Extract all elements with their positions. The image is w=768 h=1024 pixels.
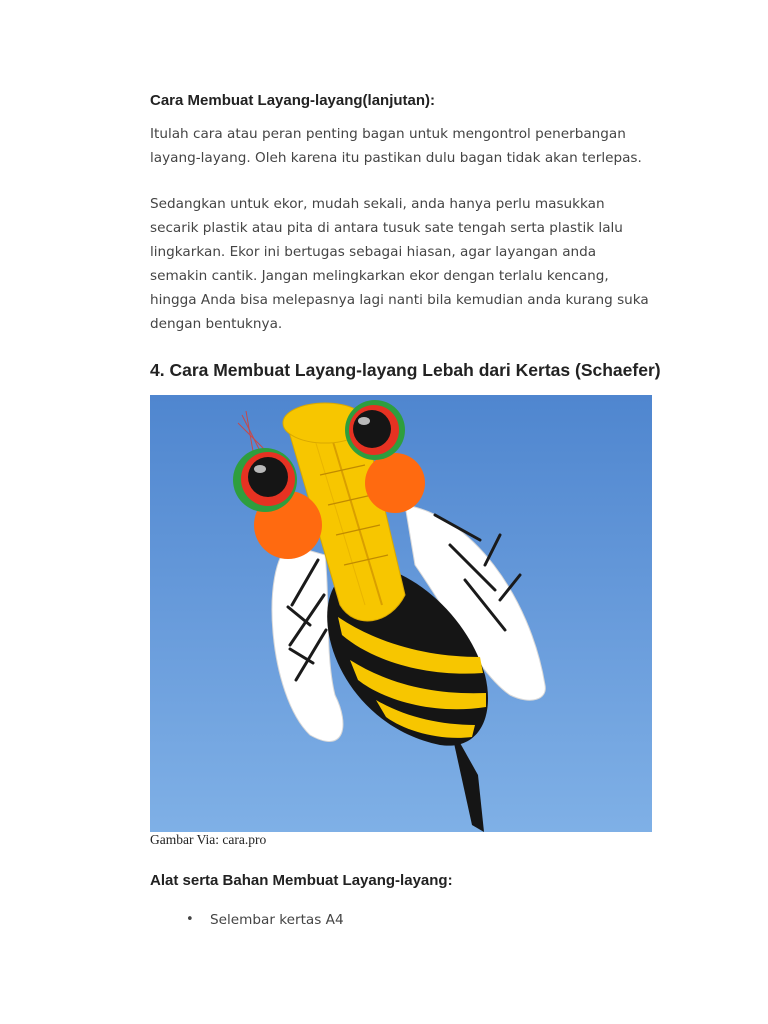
image-caption: Gambar Via: cara.pro	[150, 832, 267, 847]
list-item	[150, 912, 344, 928]
bullet-icon: •	[186, 912, 194, 927]
text-line: Itulah cara atau peran penting bagan untuk mengontrol penerbangan	[150, 126, 626, 142]
section-title: Cara Membuat Layang-layang(lanjutan):	[150, 92, 436, 109]
paragraph-intro	[150, 122, 650, 170]
materials-list	[150, 912, 344, 928]
text-line: layang-layang. Oleh karena itu pastikan dulu bagan tidak akan terlepas.	[150, 150, 642, 166]
paragraph-tail	[150, 192, 650, 336]
section-heading: 4. Cara Membuat Layang-layang Lebah dari Kertas (Schaefer)	[150, 360, 661, 380]
text-line: secarik plastik atau pita di antara tusuk sate tengah serta plastik lalu	[150, 220, 623, 236]
text-line: Sedangkan untuk ekor, mudah sekali, anda hanya perlu masukkan	[150, 196, 605, 212]
bee-kite-photo	[150, 395, 652, 832]
text-line: semakin cantik. Jangan melingkarkan ekor dengan terlalu kencang,	[150, 268, 609, 284]
text-line: dengan bentuknya.	[150, 316, 283, 332]
text-line: lingkarkan. Ekor ini bertugas sebagai hiasan, agar layangan anda	[150, 244, 597, 260]
materials-heading: Alat serta Bahan Membuat Layang-layang:	[150, 872, 453, 889]
bee-kite-illustration	[150, 395, 652, 832]
list-item-text: Selembar kertas A4	[210, 912, 344, 928]
text-line: hingga Anda bisa melepasnya lagi nanti bila kemudian anda kurang suka	[150, 292, 649, 308]
